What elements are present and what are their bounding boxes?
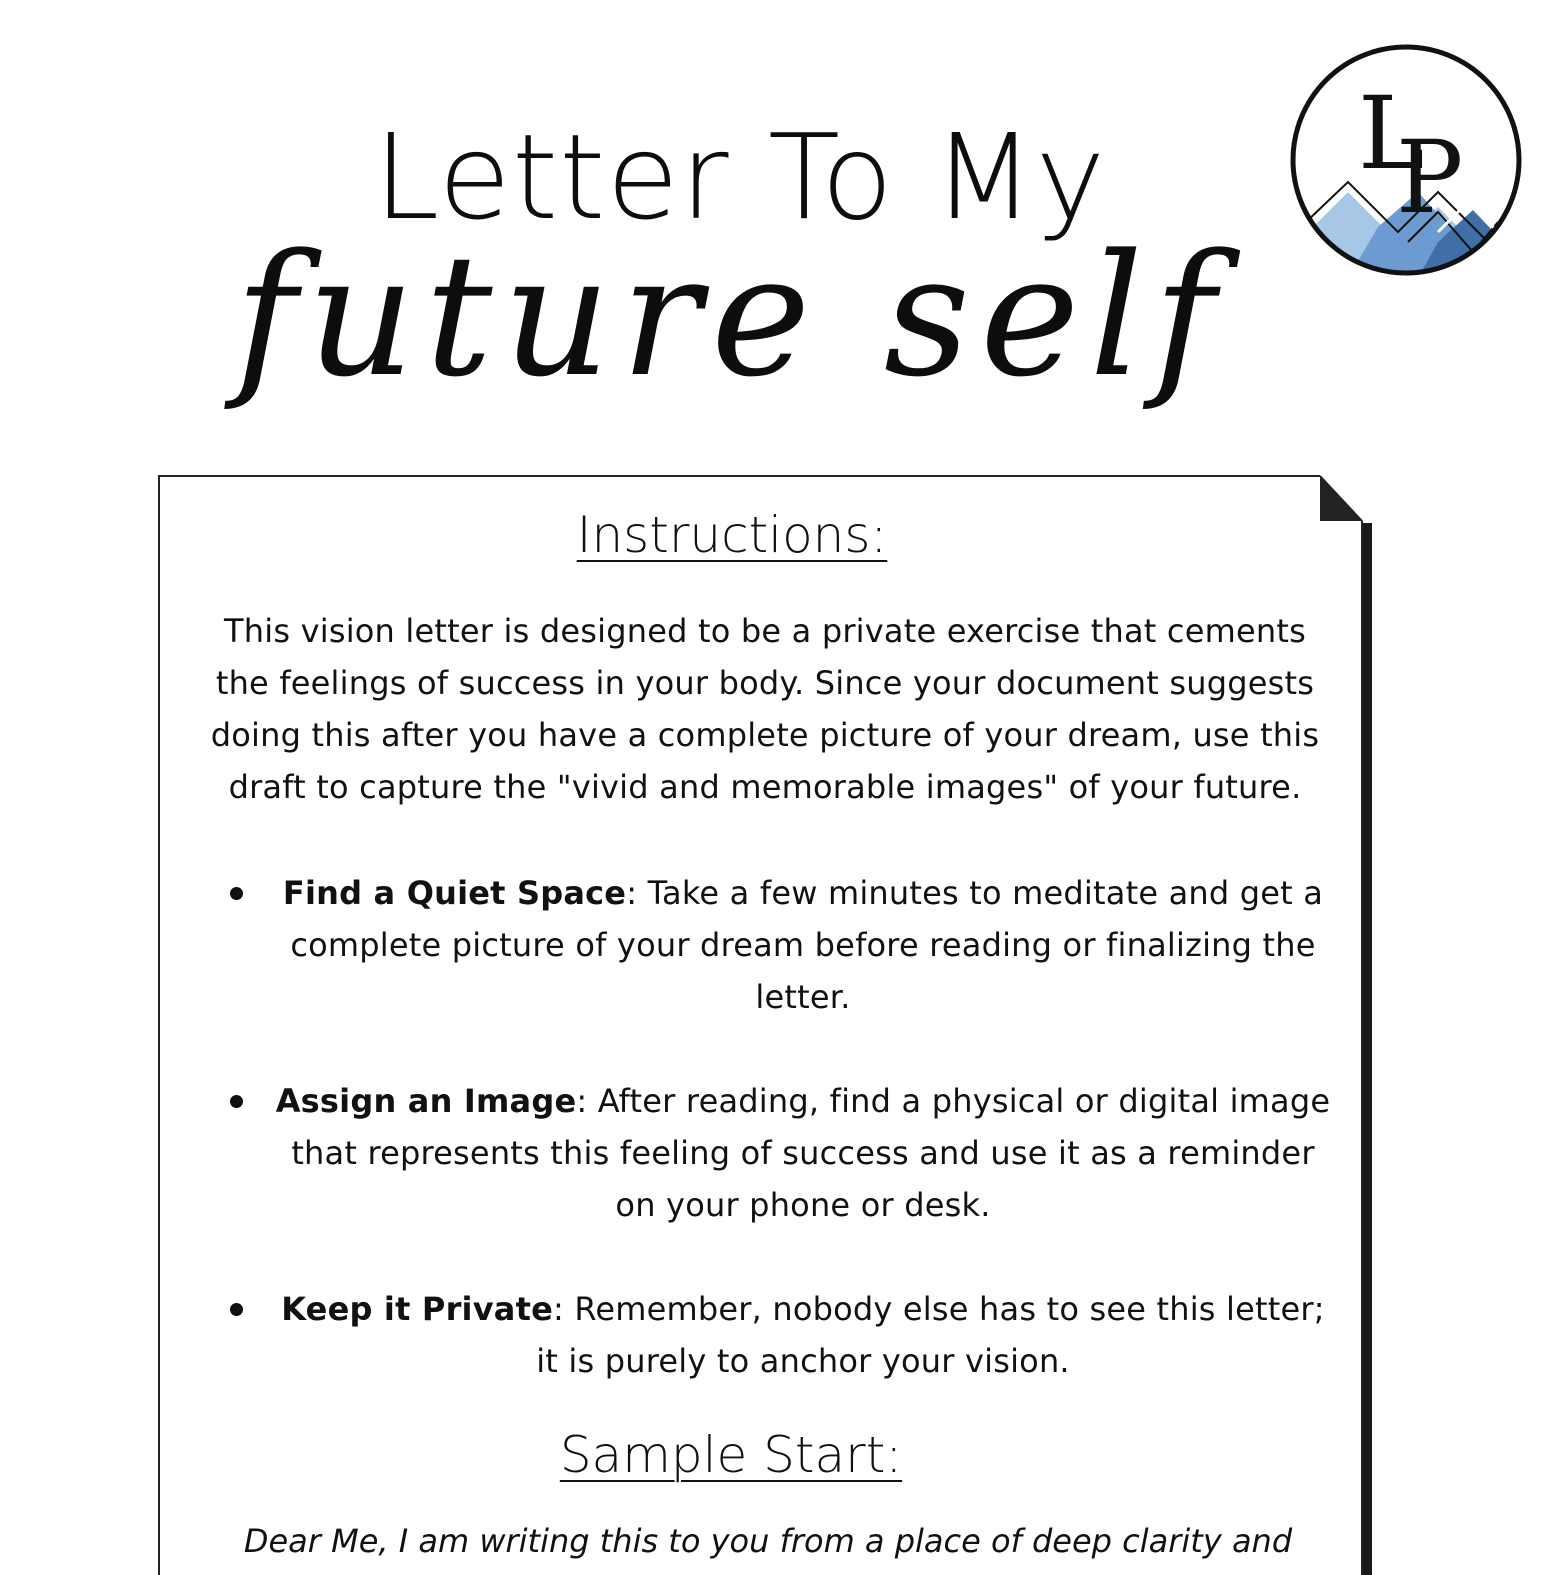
instructions-intro: This vision letter is designed to be a private exercise that cements the feelings of success in your body. Since your document suggests doing this after you have a complete picture of your dream, use this draft to capture the "vivid and memorable images" of your future. — [210, 612, 1320, 806]
page-subtitle-script: future self — [234, 218, 1226, 414]
logo-mountain-icon — [1288, 42, 1524, 278]
bullet-text: : After reading, find a physical or digital image that represents this feeling of success and use it as a reminder on your phone or desk. — [291, 1082, 1331, 1224]
list-item — [218, 1283, 1338, 1387]
logo-letter-p: P — [1396, 119, 1464, 236]
brand-logo — [1288, 42, 1524, 278]
logo-letter-l: L — [1358, 75, 1425, 192]
bullet-title: Find a Quiet Space — [282, 874, 627, 912]
instruction-card — [158, 475, 1374, 1575]
list-item — [218, 1075, 1338, 1231]
sample-heading: Sample Start: — [559, 1426, 903, 1484]
bullet-title: Assign an Image — [275, 1082, 577, 1120]
list-item — [218, 867, 1338, 1023]
page-title: Letter To My — [373, 108, 1107, 246]
bullet-icon — [230, 1303, 243, 1316]
bullet-title: Keep it Private — [281, 1290, 553, 1328]
bullet-icon — [230, 887, 243, 900]
bullet-text: : Take a few minutes to meditate and get a complete picture of your dream before reading or finalizing the letter. — [290, 874, 1324, 1016]
bullet-text: : Remember, nobody else has to see this letter; it is purely to anchor your vision. — [536, 1290, 1325, 1380]
sample-text: Dear Me, I am writing this to you from a place of deep clarity and — [243, 1522, 1293, 1560]
bullet-icon — [230, 1095, 243, 1108]
instructions-heading: Instructions: — [576, 506, 888, 564]
